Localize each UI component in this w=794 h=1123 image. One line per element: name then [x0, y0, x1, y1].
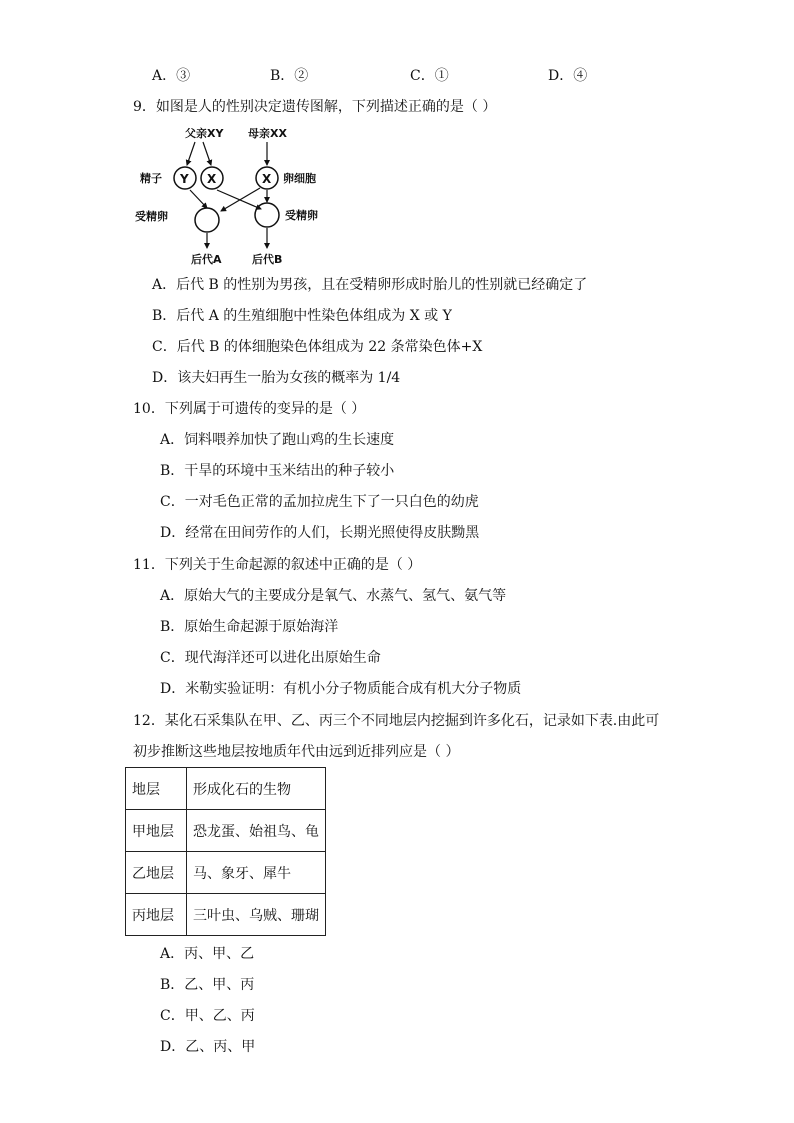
q11-option-a: A．原始大气的主要成分是氧气、水蒸气、氢气、氨气等: [160, 588, 507, 604]
q10-option-a: A．饲料喂养加快了跑山鸡的生长速度: [160, 432, 395, 448]
sperm-label: 精子: [140, 172, 162, 185]
arrow-y-to-zygote-a: [190, 190, 207, 208]
q12-stem-line2: 初步推断这些地层按地质年代由远到近排列应是（ ）: [133, 744, 460, 760]
q9-option-d: D．该夫妇再生一胎为女孩的概率为 1/4: [152, 370, 401, 386]
q10-option-c: C．一对毛色正常的孟加拉虎生下了一只白色的幼虎: [160, 494, 479, 510]
arrow-egg-to-zygote-a: [221, 188, 260, 211]
q9-option-c: C．后代 B 的体细胞染色体组成为 22 条常染色体+X: [152, 339, 483, 355]
offspring-b-label: 后代B: [252, 253, 283, 266]
q12-option-a: A．丙、甲、乙: [160, 946, 255, 962]
q8-option-c: C．①: [410, 68, 449, 84]
q8-option-a: A．③: [152, 68, 191, 84]
sperm-y-text: Y: [180, 172, 189, 186]
q8-option-d: D．④: [548, 68, 588, 84]
table-cell: 丙地层: [126, 894, 187, 936]
sex-determination-diagram: [135, 122, 335, 270]
table-row: [126, 810, 326, 852]
q10-stem: 10．下列属于可遗传的变异的是（ ）: [133, 401, 366, 417]
arrow-father-y: [187, 142, 195, 165]
arrow-father-x: [203, 142, 211, 165]
table-cell: 恐龙蛋、始祖鸟、龟: [187, 810, 326, 852]
father-label: 父亲XY: [185, 127, 224, 140]
q11-option-d: D．米勒实验证明：有机小分子物质能合成有机大分子物质: [160, 681, 522, 697]
table-cell: 甲地层: [126, 810, 187, 852]
table-cell: 乙地层: [126, 852, 187, 894]
q12-option-d: D．乙、丙、甲: [160, 1039, 256, 1055]
q11-option-c: C．现代海洋还可以进化出原始生命: [160, 650, 381, 666]
table-cell: 三叶虫、乌贼、珊瑚: [187, 894, 326, 936]
q10-option-b: B．干旱的环境中玉米结出的种子较小: [160, 463, 395, 479]
q11-stem: 11．下列关于生命起源的叙述中正确的是（ ）: [133, 557, 422, 573]
table-row: [126, 852, 326, 894]
q12-stem-line1: 12．某化石采集队在甲、乙、丙三个不同地层内挖掘到许多化石，记录如下表.由此可: [133, 713, 660, 729]
q9-option-b: B．后代 A 的生殖细胞中性染色体组成为 X 或 Y: [152, 308, 452, 324]
zygote-a-circle: [195, 208, 219, 232]
table-header-cell: 形成化石的生物: [187, 768, 326, 810]
table-row: [126, 894, 326, 936]
q8-option-b: B．②: [270, 68, 309, 84]
egg-label: 卵细胞: [283, 172, 316, 185]
offspring-a-label: 后代A: [191, 253, 222, 266]
q11-option-b: B．原始生命起源于原始海洋: [160, 619, 339, 635]
q9-stem: 9．如图是人的性别决定遗传图解，下列描述正确的是（ ）: [133, 99, 497, 115]
q12-option-c: C．甲、乙、丙: [160, 1008, 255, 1024]
q9-option-a: A．后代 B 的性别为男孩，且在受精卵形成时胎儿的性别就已经确定了: [152, 277, 588, 293]
fossil-table: [125, 767, 326, 936]
egg-x-text: X: [262, 172, 272, 186]
mother-label: 母亲XX: [248, 127, 287, 140]
table-cell: 马、象牙、犀牛: [187, 852, 326, 894]
q10-option-d: D．经常在田间劳作的人们，长期光照使得皮肤黝黑: [160, 525, 480, 541]
q12-option-b: B．乙、甲、丙: [160, 977, 255, 993]
zygote-right-label: 受精卵: [285, 209, 318, 222]
table-header-row: [126, 768, 326, 810]
arrow-x-to-zygote-b: [217, 190, 261, 209]
zygote-left-label: 受精卵: [135, 210, 168, 223]
table-header-cell: 地层: [126, 768, 187, 810]
sperm-x-text: X: [207, 172, 217, 186]
zygote-b-circle: [255, 203, 279, 227]
